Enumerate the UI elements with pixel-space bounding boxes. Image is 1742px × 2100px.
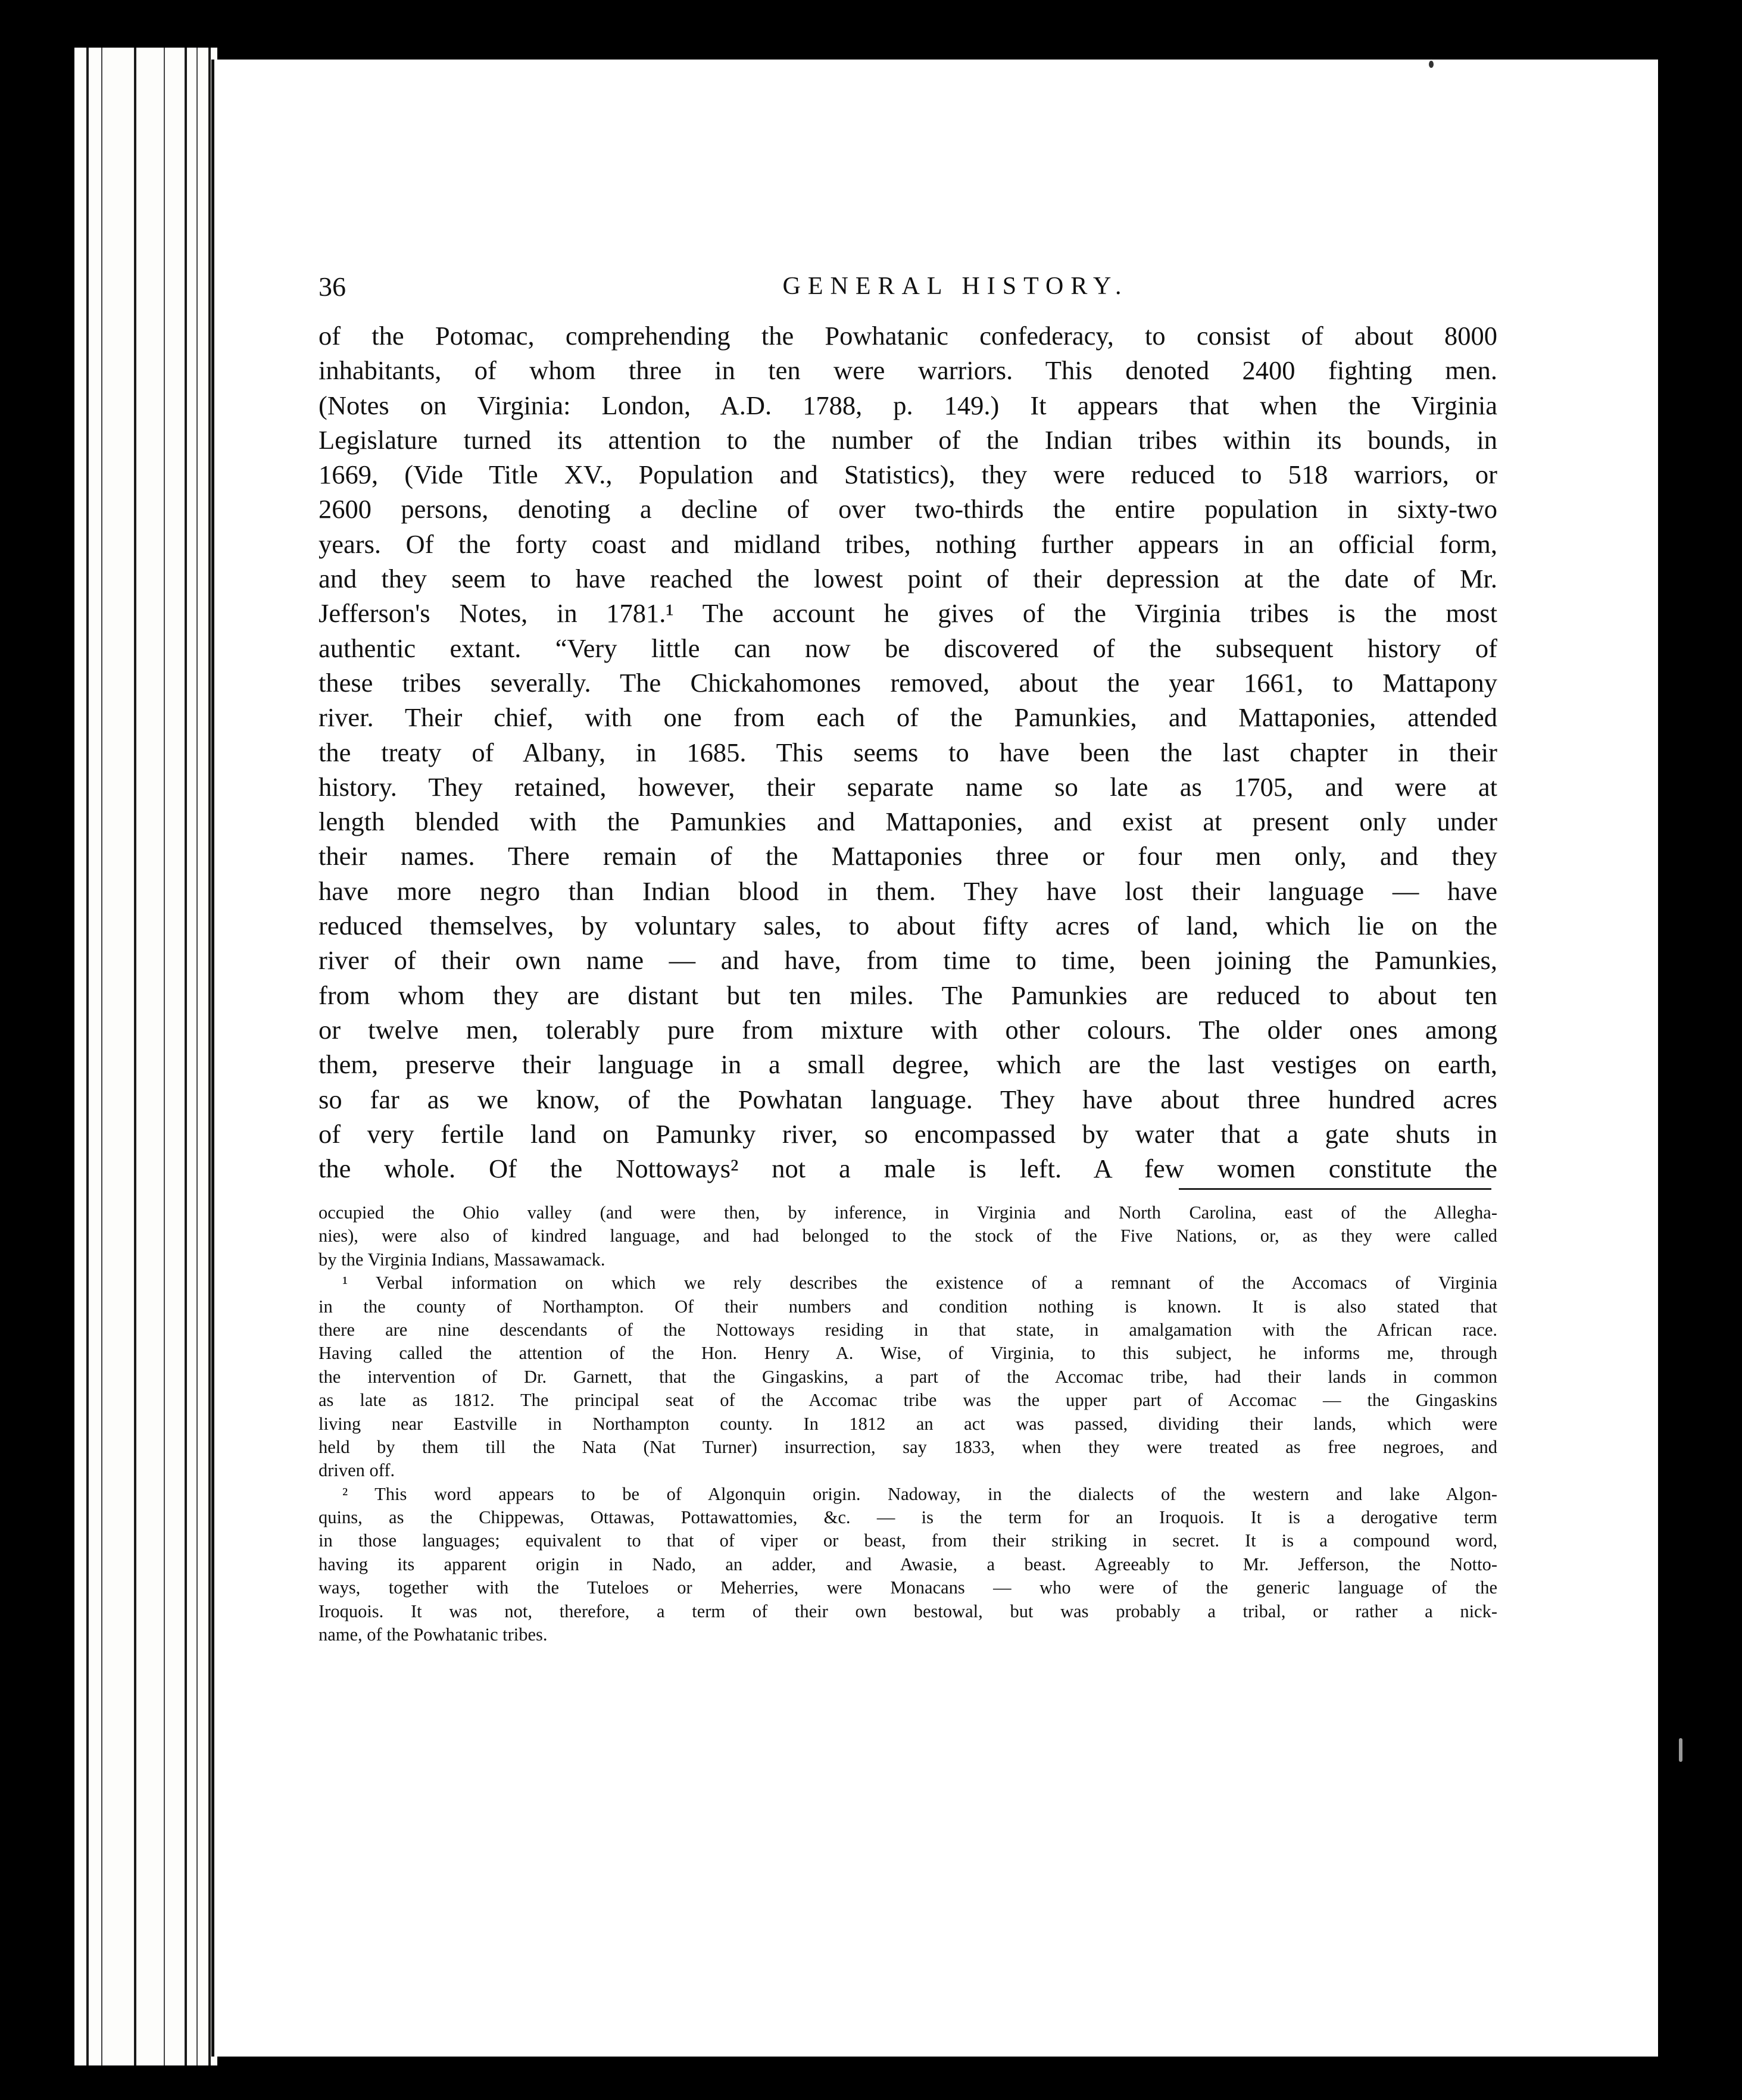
body-text: [319, 318, 1497, 1186]
text-line: years. Of the forty coast and midland tribes, nothing further appears in an official form,: [319, 529, 1497, 559]
footnote-line: Having called the attention of the Hon. Henry A. Wise, of Virginia, to this subject, he informs me, through: [319, 1343, 1497, 1364]
footnote-line: in those languages; equivalent to that of viper or beast, from their striking in secret. It is a compound word,: [319, 1530, 1497, 1551]
text-line: from whom they are distant but ten miles. The Pamunkies are reduced to about ten: [319, 980, 1497, 1010]
text-line: Legislature turned its attention to the number of the Indian tribes within its bounds, in: [319, 424, 1497, 455]
footnote-line: as late as 1812. The principal seat of the Accomac tribe was the upper part of Accomac — the Gingaskins: [319, 1390, 1497, 1411]
page-edge-line: [164, 48, 165, 2065]
footnote-line: quins, as the Chippewas, Ottawas, Pottawattomies, &c. — is the term for an Iroquois. It is a derogative term: [319, 1507, 1497, 1528]
text-line: of the Potomac, comprehending the Powhatanic confederacy, to consist of about 8000: [319, 321, 1497, 351]
book-page-edges: [74, 48, 217, 2065]
text-line: history. They retained, however, their separate name so late as 1705, and were at: [319, 771, 1497, 802]
page-edge-line: [208, 48, 211, 2065]
footnote-line: ² This word appears to be of Algonquin origin. Nadoway, in the dialects of the western and lake Algon-: [342, 1483, 1497, 1504]
page-edge-line: [185, 48, 187, 2065]
page-title: GENERAL HISTORY.: [782, 273, 1129, 300]
text-line: (Notes on Virginia: London, A.D. 1788, p. 149.) It appears that when the Virginia: [319, 390, 1497, 420]
running-head: [319, 271, 1497, 312]
text-line: the treaty of Albany, in 1685. This seems to have been the last chapter in their: [319, 737, 1497, 767]
footnote-line: held by them till the Nata (Nat Turner) insurrection, say 1833, when they were treated as free negroes, and: [319, 1436, 1497, 1457]
scan-speck: [1429, 61, 1434, 68]
text-line: so far as we know, of the Powhatan language. They have about three hundred acres: [319, 1084, 1497, 1114]
footnote-line: occupied the Ohio valley (and were then, by inference, in Virginia and North Carolina, east of the Allegha-: [319, 1202, 1497, 1223]
footnote-rule: [1179, 1188, 1491, 1190]
text-line: and they seem to have reached the lowest point of their depression at the date of Mr.: [319, 564, 1497, 594]
page-edge-line: [86, 48, 89, 2065]
text-line: have more negro than Indian blood in them. They have lost their language — have: [319, 876, 1497, 906]
footnote-line: there are nine descendants of the Nottoways residing in that state, in amalgamation with the African race.: [319, 1319, 1497, 1340]
footnote-line: ways, together with the Tuteloes or Meherries, were Monacans — who were of the generic language of the: [319, 1577, 1497, 1598]
footnote-line: name, of the Powhatanic tribes.: [319, 1624, 548, 1645]
footnote-line: in the county of Northampton. Of their numbers and condition nothing is known. It is also stated that: [319, 1296, 1497, 1317]
text-line: length blended with the Pamunkies and Mattaponies, and exist at present only under: [319, 807, 1497, 837]
text-line: them, preserve their language in a small degree, which are the last vestiges on earth,: [319, 1049, 1497, 1080]
text-line: or twelve men, tolerably pure from mixture with other colours. The older ones among: [319, 1014, 1497, 1045]
text-line: these tribes severally. The Chickahomones removed, about the year 1661, to Mattapony: [319, 667, 1497, 698]
footnote-line: the intervention of Dr. Garnett, that the Gingaskins, a part of the Accomac tribe, had their lands in common: [319, 1366, 1497, 1387]
text-line: of very fertile land on Pamunky river, so encompassed by water that a gate shuts in: [319, 1118, 1497, 1149]
text-line: authentic extant. “Very little can now be discovered of the subsequent history of: [319, 633, 1497, 663]
text-line: 1669, (Vide Title XV., Population and Statistics), they were reduced to 518 warriors, or: [319, 460, 1497, 490]
page-number: 36: [319, 271, 346, 302]
text-line: their names. There remain of the Mattaponies three or four men only, and they: [319, 841, 1497, 871]
text-line: Jefferson's Notes, in 1781.¹ The account he gives of the Virginia tribes is the most: [319, 598, 1497, 629]
footnote-line: Iroquois. It was not, therefore, a term of their own bestowal, but was probably a tribal, or rather a nick-: [319, 1601, 1497, 1621]
footnotes: [319, 1201, 1497, 1646]
page-edge-line: [101, 48, 102, 2065]
text-line: reduced themselves, by voluntary sales, to about fifty acres of land, which lie on the: [319, 911, 1497, 941]
text-line: inhabitants, of whom three in ten were warriors. This denoted 2400 fighting men.: [319, 355, 1497, 386]
text-line: river. Their chief, with one from each of the Pamunkies, and Mattaponies, attended: [319, 702, 1497, 733]
footnote-line: driven off.: [319, 1460, 395, 1481]
footnote-line: ¹ Verbal information on which we rely describes the existence of a remnant of the Accomacs of Virginia: [342, 1273, 1497, 1293]
footnote-line: having its apparent origin in Nado, an adder, and Awasie, a beast. Agreeably to Mr. Jefferson, the Notto-: [319, 1554, 1497, 1574]
footnote-line: nies), were also of kindred language, and had belonged to the stock of the Five Nations, or, as they were called: [319, 1226, 1497, 1246]
page-edge-line: [196, 48, 198, 2065]
page-edge-line: [134, 48, 136, 2065]
text-line: 2600 persons, denoting a decline of over two-thirds the entire population in sixty-two: [319, 494, 1497, 524]
footnote-line: by the Virginia Indians, Massawamack.: [319, 1249, 605, 1270]
footnote-line: living near Eastville in Northampton county. In 1812 an act was passed, dividing their lands, which were: [319, 1413, 1497, 1434]
text-line: the whole. Of the Nottoways² not a male is left. A few women constitute the: [319, 1154, 1497, 1184]
text-line: river of their own name — and have, from time to time, been joining the Pamunkies,: [319, 945, 1497, 976]
scan-speck: [1679, 1738, 1682, 1762]
